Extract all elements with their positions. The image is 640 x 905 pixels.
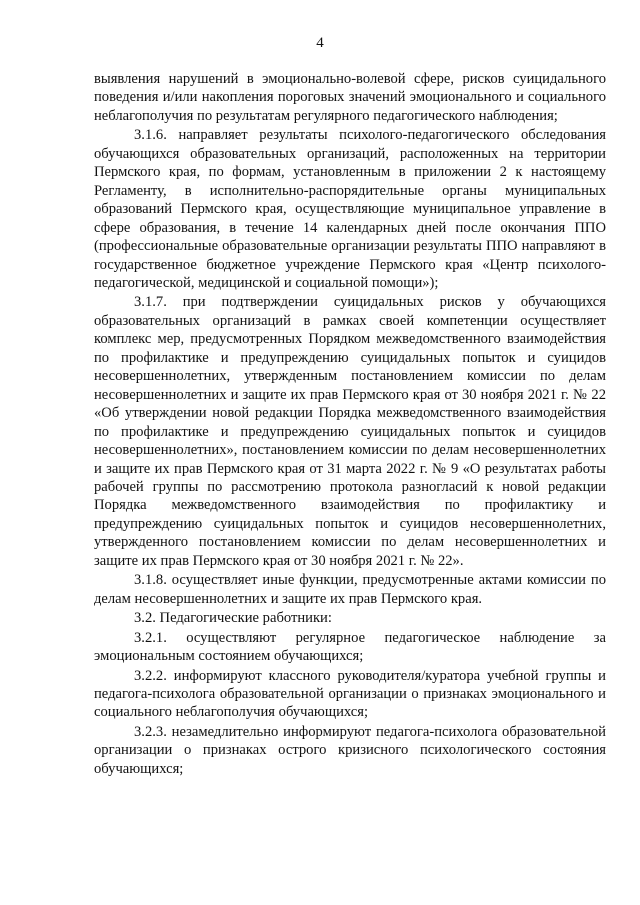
document-body: [94, 70, 606, 778]
paragraph-3-1-8: 3.1.8. осуществляет иные функции, предусмотренные актами комиссии по делам несовершеннолетних и защите их прав Пермского края.: [94, 572, 606, 607]
paragraph-continuation: выявления нарушений в эмоционально-волевой сфере, рисков суицидального поведения и/или накопления пороговых значений эмоционального и социального неблагополучия по результатам регулярного педагогического наблюдения;: [94, 71, 606, 124]
paragraph-3-2-1: 3.2.1. осуществляют регулярное педагогическое наблюдение за эмоциональным состоянием обучающихся;: [94, 629, 606, 665]
paragraph-3-1-6: 3.1.6. направляет результаты психолого-педагогического обследования обучающихся образовательных организаций, расположенных на территории Пермского края, по формам, установленным в приложении 2 к настоящему Регламенту, в исполнительно-распорядительные органы муниципальных образований Пермского края, осуществляющие муниципальное управление в сфере образования, в течение 14 календарных дней после окончания ППО (профессиональные образовательные организации результаты ППО направляют в государственное бюджетное учреждение Пермского края «Центр психолого-педагогической, медицинской и социальной помощи»);: [94, 127, 606, 291]
paragraph-3-1-7: 3.1.7. при подтверждении суицидальных рисков у обучающихся образовательных организаций в рамках своей компетенции осуществляет комплекс мер, предусмотренных Порядком межведомственного взаимодействия по профилактике и предупреждению суицидальных попыток и суицидов несовершеннолетних, утвержденным постановлением комиссии по делам несовершеннолетних и защите их прав Пермского края от 30 ноября 2021 г. № 22 «Об утверждении новой редакции Порядка межведомственного взаимодействия по профилактике и предупреждению суицидальных попыток и суицидов несовершеннолетних», постановлением комиссии по делам несовершеннолетних и защите их прав Пермского края от 31 марта 2022 г. № 9 «О результатах работы рабочей группы по рассмотрению протокола разногласий к новой редакции Порядка межведомственного взаимодействия по профилактику и предупреждению суицидальных попыток и суицидов несовершеннолетних, утвержденного постановлением комиссии по делам несовершеннолетних и защите их прав Пермского края от 30 ноября 2021 г. № 22».: [94, 294, 606, 569]
paragraph-3-2: 3.2. Педагогические работники:: [134, 610, 332, 627]
paragraph-3-2-2: 3.2.2. информируют классного руководителя/куратора учебной группы и педагога-психолога образовательной организации о признаках эмоционального и социального неблагополучия обучающихся;: [94, 667, 606, 721]
paragraph-3-2-3: 3.2.3. незамедлительно информируют педагога-психолога образовательной организации о признаках острого кризисного психологического состояния обучающихся;: [94, 723, 606, 777]
page-number: 4: [316, 35, 324, 51]
